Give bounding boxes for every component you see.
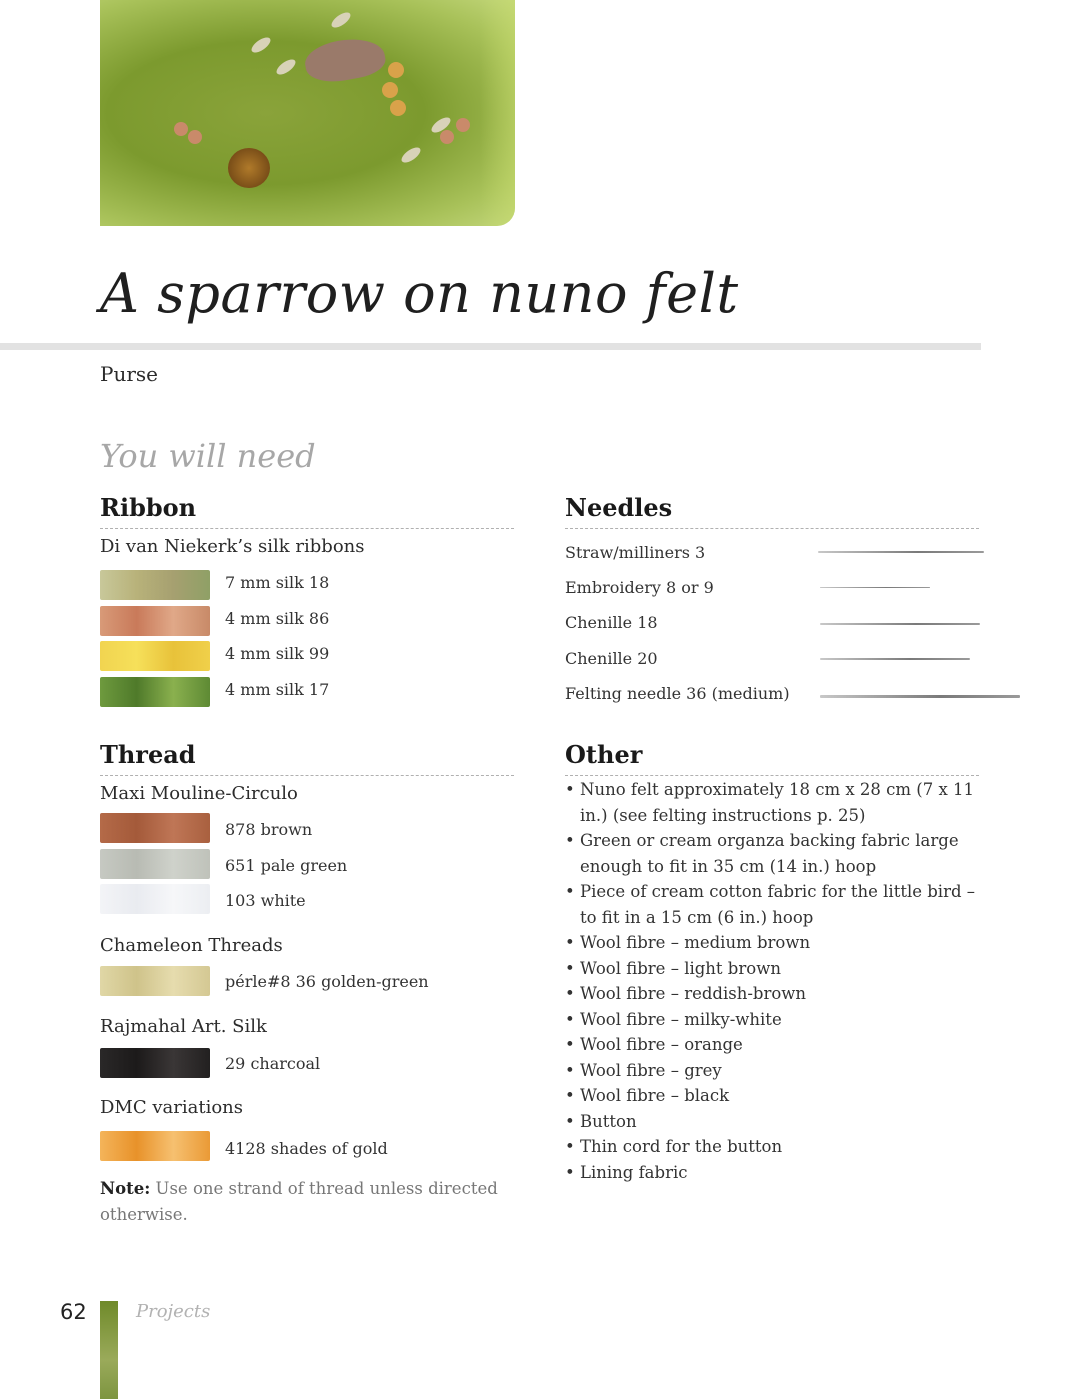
thread-brand: Chameleon Threads <box>100 935 283 956</box>
needle-image <box>820 658 970 660</box>
needle-image <box>820 623 980 625</box>
ribbon-swatch <box>100 677 210 707</box>
flower-embroidery <box>382 82 398 98</box>
needles-heading: Needles <box>565 493 673 522</box>
thread-label: 878 brown <box>225 820 313 839</box>
list-item: • Wool fibre – milky-white <box>565 1007 980 1033</box>
list-item: • Wool fibre – medium brown <box>565 930 980 956</box>
list-item: • Piece of cream cotton fabric for the little bird – to fit in a 15 cm (6 in.) hoop <box>565 879 980 930</box>
list-item: • Wool fibre – light brown <box>565 956 980 982</box>
thread-swatch <box>100 849 210 879</box>
leaf-embroidery <box>249 35 273 56</box>
leaf-embroidery <box>329 10 353 31</box>
needle-item: Chenille 18 <box>565 613 658 632</box>
needle-image <box>820 695 1020 698</box>
ribbon-swatch <box>100 606 210 636</box>
needle-item: Embroidery 8 or 9 <box>565 578 714 597</box>
list-item: • Button <box>565 1109 980 1135</box>
rose-embroidery <box>174 122 188 136</box>
purse-photo <box>100 0 515 226</box>
title-rule <box>0 343 981 350</box>
sparrow-embroidery <box>302 33 388 86</box>
needle-item: Chenille 20 <box>565 649 658 668</box>
other-list <box>565 777 980 1185</box>
needle-image <box>818 551 984 553</box>
other-divider <box>565 775 979 776</box>
footer-section: Projects <box>136 1301 211 1322</box>
thread-label: 4128 shades of gold <box>225 1139 388 1158</box>
thread-label: 651 pale green <box>225 856 348 875</box>
rose-embroidery <box>440 130 454 144</box>
page-title: A sparrow on nuno felt <box>100 262 739 325</box>
fabric-fold <box>480 0 515 226</box>
flower-embroidery <box>388 62 404 78</box>
ribbon-swatch <box>100 641 210 671</box>
thread-heading: Thread <box>100 740 196 769</box>
ribbon-label: 4 mm silk 99 <box>225 644 330 663</box>
other-heading: Other <box>565 740 643 769</box>
you-will-need-heading: You will need <box>100 437 316 475</box>
purse-button <box>228 148 270 188</box>
list-item: • Wool fibre – grey <box>565 1058 980 1084</box>
note-label: Note: <box>100 1179 151 1198</box>
thread-label: pérle#8 36 golden-green <box>225 972 429 991</box>
ribbon-heading: Ribbon <box>100 493 197 522</box>
thread-swatch <box>100 1048 210 1078</box>
project-subtitle: Purse <box>100 362 158 386</box>
thread-swatch <box>100 813 210 843</box>
page-number: 62 <box>60 1300 87 1324</box>
list-item: • Wool fibre – reddish-brown <box>565 981 980 1007</box>
thread-label: 29 charcoal <box>225 1054 321 1073</box>
list-item: • Nuno felt approximately 18 cm x 28 cm (7 x 11 in.) (see felting instructions p. 25) <box>565 777 980 828</box>
footer-color-bar <box>100 1301 118 1399</box>
thread-brand: DMC variations <box>100 1097 244 1118</box>
needles-divider <box>565 528 979 529</box>
thread-swatch <box>100 884 210 914</box>
ribbon-swatch <box>100 570 210 600</box>
list-item: • Wool fibre – black <box>565 1083 980 1109</box>
leaf-embroidery <box>399 145 423 166</box>
needle-image <box>820 587 930 588</box>
note <box>100 1176 510 1228</box>
list-item: • Wool fibre – orange <box>565 1032 980 1058</box>
thread-swatch <box>100 1131 210 1161</box>
thread-brand: Maxi Mouline-Circulo <box>100 783 298 804</box>
note-text: Use one strand of thread unless directed otherwise. <box>100 1179 498 1224</box>
leaf-embroidery <box>274 57 298 78</box>
list-item: • Thin cord for the button <box>565 1134 980 1160</box>
thread-brand: Rajmahal Art. Silk <box>100 1016 267 1037</box>
list-item: • Green or cream organza backing fabric large enough to fit in 35 cm (14 in.) hoop <box>565 828 980 879</box>
list-item: • Lining fabric <box>565 1160 980 1186</box>
thread-divider <box>100 775 514 776</box>
thread-swatch <box>100 966 210 996</box>
ribbon-divider <box>100 528 514 529</box>
needle-item: Felting needle 36 (medium) <box>565 684 790 703</box>
ribbon-label: 7 mm silk 18 <box>225 573 330 592</box>
rose-embroidery <box>456 118 470 132</box>
ribbon-label: 4 mm silk 17 <box>225 680 330 699</box>
ribbon-brand: Di van Niekerk’s silk ribbons <box>100 536 365 557</box>
needle-item: Straw/milliners 3 <box>565 543 706 562</box>
rose-embroidery <box>188 130 202 144</box>
ribbon-label: 4 mm silk 86 <box>225 609 330 628</box>
thread-label: 103 white <box>225 891 306 910</box>
flower-embroidery <box>390 100 406 116</box>
